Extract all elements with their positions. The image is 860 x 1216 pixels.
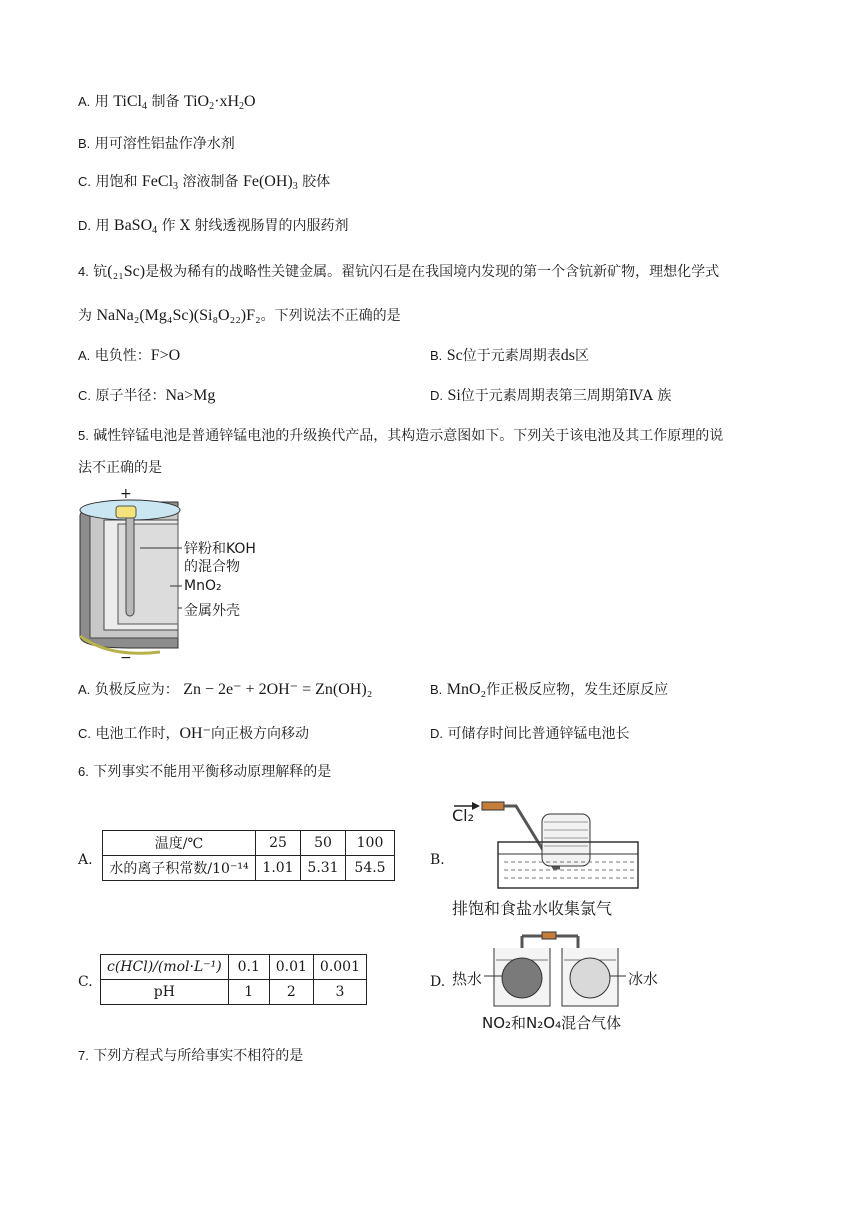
label-zinc-koh: 锌粉和KOH xyxy=(184,541,256,557)
q7-stem: 7. 下列方程式与所给事实不相符的是 xyxy=(78,1048,304,1064)
q5-stem-line2: 法不正确的是 xyxy=(78,460,162,476)
battery-minus-terminal: − xyxy=(120,650,132,666)
chlorine-collection-apparatus xyxy=(450,798,650,894)
cl2-gas-label: Cl₂ xyxy=(452,806,475,825)
q4-stem-line1: 4. 钪(₂₁Sc)是极为稀有的战略性关键金属。翟钪闪石是在我国境内发现的第一个含钪新矿物，理想化学式 xyxy=(78,263,720,280)
battery-diagram xyxy=(70,486,290,666)
q4-option-b: B. Sc位于元素周期表ds区 xyxy=(430,347,589,364)
q4-option-a: A. 电负性：F>O xyxy=(78,347,181,364)
label-zinc-koh-2: 的混合物 xyxy=(184,559,240,575)
label-metal-shell: 金属外壳 xyxy=(184,603,240,619)
q6-option-b-label: B. xyxy=(430,852,445,868)
q5-stem-line1: 5. 碱性锌锰电池是普通锌锰电池的升级换代产品，其构造示意图如下。下列关于该电池及其工作原理的说 xyxy=(78,428,724,444)
hot-water-label: 热水 xyxy=(452,970,483,988)
q6-stem: 6. 下列事实不能用平衡移动原理解释的是 xyxy=(78,764,332,780)
q3-option-d: D. 用 BaSO$_4$ 作 X 射线透视肠胃的内服药剂 xyxy=(78,217,349,236)
q6-option-a-label: A. xyxy=(78,852,93,868)
q3-option-c: C. 用饱和 FeCl$_3$ 溶液制备 $Fe(OH)_3$ 胶体 xyxy=(78,173,331,192)
apparatus-b-caption: 排饱和食盐水收集氯气 xyxy=(452,899,613,918)
q3-option-a: A. 用 TiCl$_4$ 制备 $TiO_2\cdot xH_2O$ xyxy=(78,93,256,112)
q5-option-d: D. 可储存时间比普通锌锰电池长 xyxy=(430,726,630,742)
ice-water-label: 冰水 xyxy=(628,970,659,988)
q6-option-d-label: D. xyxy=(430,974,446,990)
q6-table-a: 温度/℃ 25 50 100 水的离子积常数/10⁻¹⁴ 1.01 5.31 54.5 xyxy=(102,830,395,881)
q5-option-a: A. 负极反应为： Zn − 2e⁻ + 2OH⁻ = Zn(OH)₂ xyxy=(78,681,373,698)
q5-option-c: C. 电池工作时，OH⁻向正极方向移动 xyxy=(78,725,310,742)
q4-option-d: D. Si位于元素周期表第三周期第ⅣA 族 xyxy=(430,387,672,404)
label-mno2: MnO₂ xyxy=(184,578,222,594)
q5-option-b: B. MnO₂作正极反应物，发生还原反应 xyxy=(430,681,669,698)
q4-option-c: C. 原子半径：Na>Mg xyxy=(78,387,216,404)
q3-option-b: B. 用可溶性铝盐作净水剂 xyxy=(78,136,235,152)
q6-table-c: c(HCl)/(mol·L⁻¹) 0.1 0.01 0.001 pH 1 2 3 xyxy=(100,954,367,1005)
q4-stem-line2: 为 NaNa₂(Mg₄Sc)(Si₈O₂₂)F₂。下列说法不正确的是 xyxy=(78,307,401,324)
gas-mixture-caption: NO₂和N₂O₄混合气体 xyxy=(482,1014,622,1032)
battery-plus-terminal: + xyxy=(120,486,132,502)
q6-option-c-label: C. xyxy=(78,974,93,990)
